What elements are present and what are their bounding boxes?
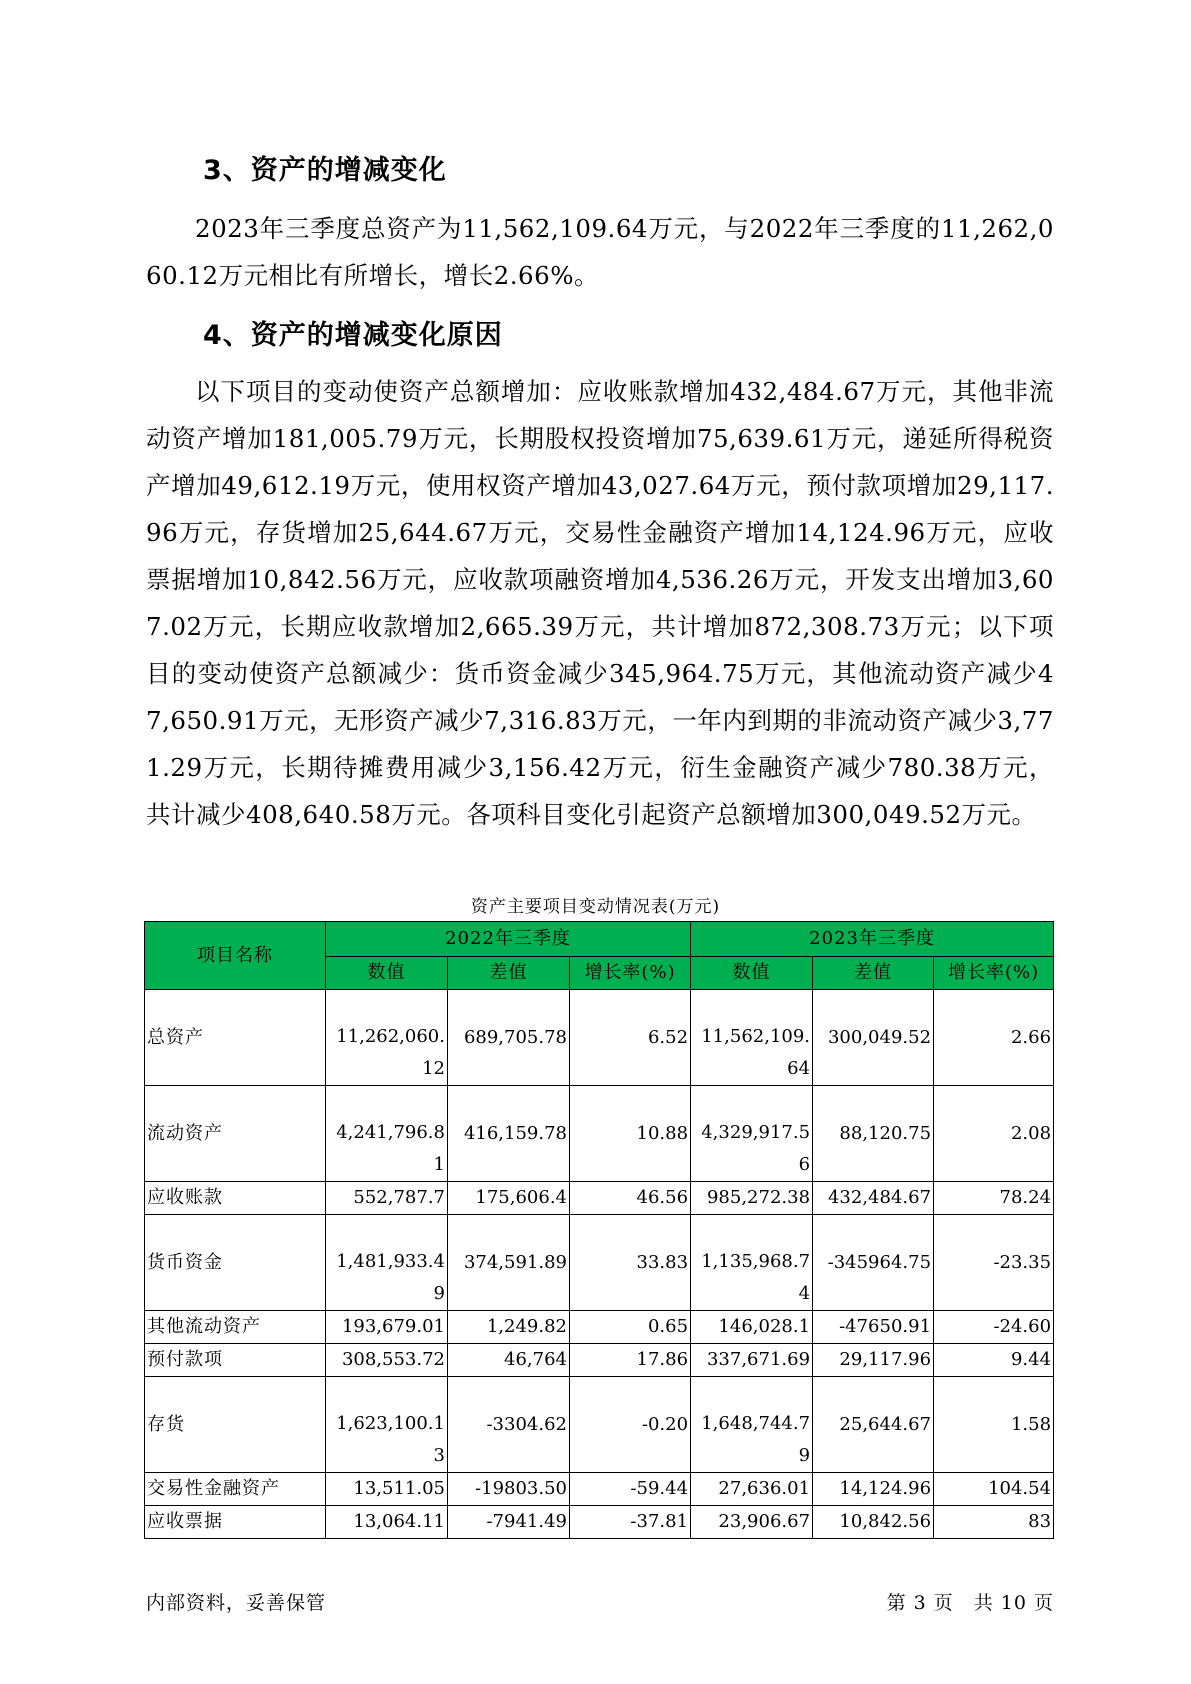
table-row: [145, 1086, 1054, 1182]
rate-2023: 104.54: [934, 1473, 1054, 1506]
value-2022: 13,511.05: [326, 1473, 448, 1506]
rate-2022: -37.81: [570, 1506, 691, 1539]
table-row: [145, 1311, 1054, 1344]
row-name: 总资产: [145, 990, 326, 1086]
table-header-row-1: [145, 922, 1054, 957]
section-heading-4: 4、资产的增减变化原因: [203, 320, 503, 351]
table-row: [145, 1473, 1054, 1506]
diff-2023: 14,124.96: [813, 1473, 934, 1506]
header-diff-2022: 差值: [448, 957, 570, 990]
diff-2023: 88,120.75: [813, 1086, 934, 1182]
diff-2023: 300,049.52: [813, 990, 934, 1086]
table-row: [145, 1215, 1054, 1311]
section-paragraph-4: 以下项目的变动使资产总额增加：应收账款增加432,484.67万元，其他非流动资产增加181,005.79万元，长期股权投资增加75,639.61万元，递延所得税资产增加49,612.19万元，使用权资产增加43,027.64万元，预付款项增加29,117.96万元，存货增加25,644.67万元，交易性金融资产增加14,124.96万元，应收票据增加10,842.56万元，应收款项融资增加4,536.26万元，开发支出增加3,607.02万元，长期应收款增加2,665.39万元，共计增加872,308.73万元；以下项目的变动使资产总额减少：货币资金减少345,964.75万元，其他流动资产减少47,650.91万元，无形资产减少7,316.83万元，一年内到期的非流动资产减少3,771.29万元，长期待摊费用减少3,156.42万元，衍生金融资产减少780.38万元，共计减少408,640.58万元。各项科目变化引起资产总额增加300,049.52万元。: [146, 377, 1054, 829]
rate-2023: 2.08: [934, 1086, 1054, 1182]
diff-2023: 432,484.67: [813, 1182, 934, 1215]
value-2022: 552,787.7: [326, 1182, 448, 1215]
rate-2022: 33.83: [570, 1215, 691, 1311]
value-2022: 193,679.01: [326, 1311, 448, 1344]
value-2022: 308,553.72: [326, 1344, 448, 1377]
rate-2022: 17.86: [570, 1344, 691, 1377]
diff-2023: 10,842.56: [813, 1506, 934, 1539]
diff-2022: 689,705.78: [448, 990, 570, 1086]
rate-2023: -24.60: [934, 1311, 1054, 1344]
value-2022: 11,262,060. 12: [326, 990, 448, 1086]
diff-2023: -47650.91: [813, 1311, 934, 1344]
rate-2022: 6.52: [570, 990, 691, 1086]
row-name: 应收票据: [145, 1506, 326, 1539]
row-name: 其他流动资产: [145, 1311, 326, 1344]
diff-2023: -345964.75: [813, 1215, 934, 1311]
value-2022: 1,481,933.4 9: [326, 1215, 448, 1311]
header-diff-2023: 差值: [813, 957, 934, 990]
diff-2023: 29,117.96: [813, 1344, 934, 1377]
value-2022: 1,623,100.1 3: [326, 1377, 448, 1473]
section-paragraph-3: 2023年三季度总资产为11,562,109.64万元，与2022年三季度的11,262,060.12万元相比有所增长，增长2.66%。: [146, 214, 1054, 290]
header-value-2022: 数值: [326, 957, 448, 990]
table-row: [145, 1377, 1054, 1473]
header-value-2023: 数值: [691, 957, 813, 990]
footer-confidential-note: 内部资料，妥善保管: [146, 1592, 327, 1614]
value-2023: 27,636.01: [691, 1473, 813, 1506]
value-2023: 11,562,109. 64: [691, 990, 813, 1086]
rate-2023: 83: [934, 1506, 1054, 1539]
value-2022: 13,064.11: [326, 1506, 448, 1539]
value-2023: 146,028.1: [691, 1311, 813, 1344]
header-rate-2023: 增长率(%): [934, 957, 1054, 990]
diff-2023: 25,644.67: [813, 1377, 934, 1473]
table-caption: 资产主要项目变动情况表(万元): [470, 897, 721, 917]
footer-page-number: 第 3 页 共 10 页: [886, 1592, 1054, 1614]
value-2023: 985,272.38: [691, 1182, 813, 1215]
header-item-name: 项目名称: [145, 922, 326, 990]
diff-2022: -7941.49: [448, 1506, 570, 1539]
asset-change-table: [144, 921, 1054, 1539]
diff-2022: 175,606.4: [448, 1182, 570, 1215]
table-row: [145, 1182, 1054, 1215]
table-row: [145, 1344, 1054, 1377]
value-2023: 4,329,917.5 6: [691, 1086, 813, 1182]
row-name: 交易性金融资产: [145, 1473, 326, 1506]
value-2023: 23,906.67: [691, 1506, 813, 1539]
rate-2022: -0.20: [570, 1377, 691, 1473]
header-rate-2022: 增长率(%): [570, 957, 691, 990]
rate-2023: 78.24: [934, 1182, 1054, 1215]
section-heading-3: 3、资产的增减变化: [203, 155, 447, 186]
rate-2023: -23.35: [934, 1215, 1054, 1311]
rate-2022: 46.56: [570, 1182, 691, 1215]
rate-2023: 2.66: [934, 990, 1054, 1086]
value-2023: 1,135,968.7 4: [691, 1215, 813, 1311]
table-row: [145, 1506, 1054, 1539]
row-name: 应收账款: [145, 1182, 326, 1215]
row-name: 预付款项: [145, 1344, 326, 1377]
diff-2022: 416,159.78: [448, 1086, 570, 1182]
diff-2022: 1,249.82: [448, 1311, 570, 1344]
row-name: 货币资金: [145, 1215, 326, 1311]
row-name: 存货: [145, 1377, 326, 1473]
diff-2022: -19803.50: [448, 1473, 570, 1506]
rate-2022: -59.44: [570, 1473, 691, 1506]
rate-2023: 1.58: [934, 1377, 1054, 1473]
diff-2022: 374,591.89: [448, 1215, 570, 1311]
header-period-2022: 2022年三季度: [326, 922, 691, 957]
rate-2023: 9.44: [934, 1344, 1054, 1377]
diff-2022: -3304.62: [448, 1377, 570, 1473]
table-row: [145, 990, 1054, 1086]
diff-2022: 46,764: [448, 1344, 570, 1377]
value-2022: 4,241,796.8 1: [326, 1086, 448, 1182]
header-period-2023: 2023年三季度: [691, 922, 1054, 957]
value-2023: 337,671.69: [691, 1344, 813, 1377]
row-name: 流动资产: [145, 1086, 326, 1182]
rate-2022: 10.88: [570, 1086, 691, 1182]
rate-2022: 0.65: [570, 1311, 691, 1344]
value-2023: 1,648,744.7 9: [691, 1377, 813, 1473]
